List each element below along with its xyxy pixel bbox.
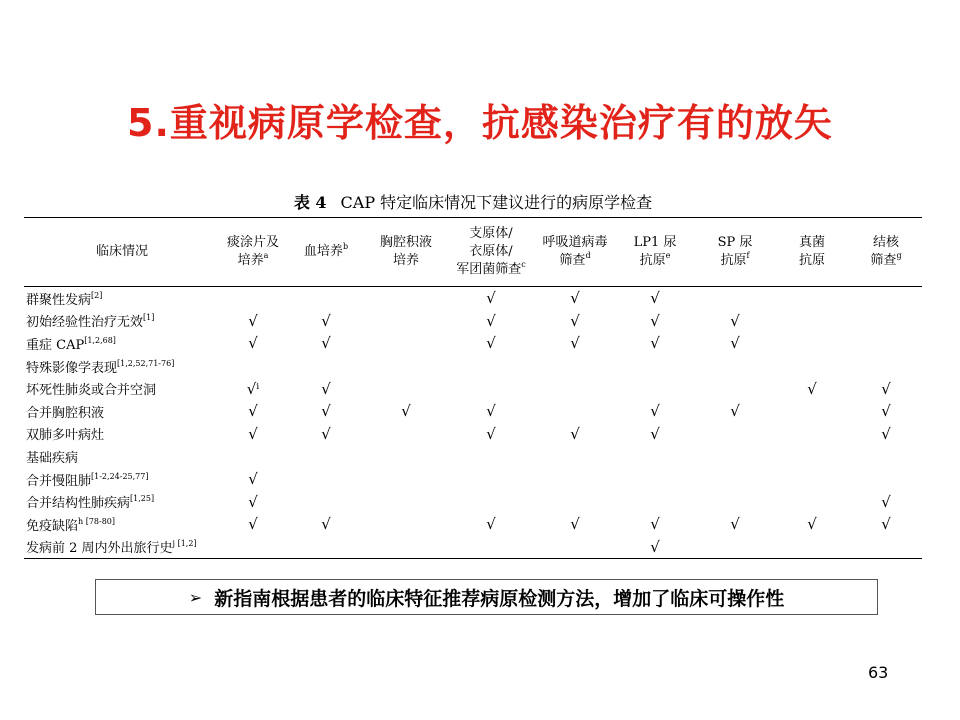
check-cell <box>366 536 446 559</box>
table-row <box>24 310 922 333</box>
check-cell <box>286 468 366 491</box>
column-header <box>614 218 696 287</box>
check-cell: √ <box>486 334 496 353</box>
column-header-line: 衣原体/ <box>469 244 513 259</box>
table-caption-text: CAP 特定临床情况下建议进行的病原学检查 <box>340 193 653 212</box>
column-header-line: SP 尿 <box>717 235 753 250</box>
check-cell <box>696 445 774 468</box>
check-cell <box>774 310 850 333</box>
check-cell <box>366 287 446 310</box>
check-cell <box>696 423 774 446</box>
check-cell: √ <box>321 379 331 398</box>
check-cell <box>774 400 850 423</box>
check-cell <box>536 400 614 423</box>
check-cell: √ <box>401 402 411 421</box>
column-header-line: 筛查 <box>559 253 586 268</box>
check-cell <box>446 536 536 559</box>
column-header-line: 培养 <box>237 253 264 268</box>
check-cell: √ <box>570 311 580 330</box>
column-header-line: 抗原 <box>798 253 825 268</box>
column-footnote-marker: c <box>521 260 526 269</box>
column-header <box>24 218 220 287</box>
column-header <box>850 218 922 287</box>
check-cell <box>774 490 850 513</box>
check-cell <box>850 468 922 491</box>
check-cell <box>850 445 922 468</box>
column-header-line: 结核 <box>872 235 899 250</box>
check-cell: √ <box>881 379 891 398</box>
check-cell <box>446 490 536 513</box>
row-label <box>24 513 220 536</box>
column-footnote-marker: g <box>896 251 902 260</box>
row-reference-marker: [1,25] <box>130 494 155 504</box>
check-cell: √ <box>486 402 496 421</box>
row-label <box>24 468 220 491</box>
check-cell: √ <box>248 424 258 443</box>
check-cell: √ <box>881 424 891 443</box>
check-cell: √ <box>486 289 496 308</box>
check-cell: √ <box>881 402 891 421</box>
check-cell: √ <box>570 424 580 443</box>
check-cell <box>696 287 774 310</box>
table-row <box>24 468 922 491</box>
check-cell <box>614 445 696 468</box>
row-label <box>24 445 220 468</box>
table-row <box>24 287 922 310</box>
check-cell <box>850 310 922 333</box>
check-cell: √ <box>570 334 580 353</box>
check-cell: √ <box>248 402 258 421</box>
check-cell <box>286 355 366 378</box>
column-header-line: 筛查 <box>870 253 897 268</box>
check-cell: √ <box>486 424 496 443</box>
check-cell: √ <box>881 492 891 511</box>
check-cell <box>366 355 446 378</box>
check-cell <box>536 490 614 513</box>
check-cell <box>286 287 366 310</box>
arrow-bullet-icon: ➢ <box>188 587 203 607</box>
column-header <box>220 218 286 287</box>
table-number: 表 4 <box>293 193 327 212</box>
check-cell <box>774 423 850 446</box>
row-label-text: 特殊影像学表现 <box>26 360 118 376</box>
check-cell <box>696 490 774 513</box>
table-body <box>24 287 922 559</box>
check-cell: √ <box>730 334 740 353</box>
check-cell: √ <box>650 402 660 421</box>
column-header-line: LP1 尿 <box>633 235 677 250</box>
check-cell <box>850 332 922 355</box>
check-cell: √ <box>650 424 660 443</box>
check-cell <box>774 332 850 355</box>
row-label-text: 合并胸腔积液 <box>26 405 105 421</box>
row-label-text: 基础疾病 <box>26 450 79 466</box>
check-cell <box>774 536 850 559</box>
column-header <box>696 218 774 287</box>
column-header-line: 军团菌筛查 <box>456 262 522 277</box>
row-label <box>24 287 220 310</box>
check-cell <box>286 490 366 513</box>
table-row <box>24 536 922 559</box>
row-reference-marker: [1,2,52,71-76] <box>117 358 175 368</box>
check-cell: √ <box>650 289 660 308</box>
column-header <box>446 218 536 287</box>
row-reference-marker: [2] <box>91 290 103 300</box>
column-footnote-marker: a <box>263 251 269 260</box>
column-header-line: 真菌 <box>798 235 825 250</box>
check-cell: √ <box>321 515 331 534</box>
table-row <box>24 513 922 536</box>
row-reference-marker: [1-2,24-25,77] <box>91 471 149 481</box>
check-cell <box>366 423 446 446</box>
check-cell <box>220 536 286 559</box>
column-header-line: 胸腔积液 <box>379 235 432 250</box>
check-cell <box>536 468 614 491</box>
check-cell: √ <box>807 379 817 398</box>
column-header <box>774 218 850 287</box>
check-cell <box>536 377 614 400</box>
table-row <box>24 445 922 468</box>
check-cell <box>774 287 850 310</box>
table-row <box>24 355 922 378</box>
check-cell <box>366 490 446 513</box>
check-cell: √ <box>248 334 258 353</box>
check-cell: √ <box>570 289 580 308</box>
row-label <box>24 377 220 400</box>
summary-text: 新指南根据患者的临床特征推荐病原检测方法，增加了临床可操作性 <box>214 587 785 610</box>
table-row <box>24 490 922 513</box>
check-cell <box>366 468 446 491</box>
check-cell <box>774 468 850 491</box>
column-header-line: 痰涂片及 <box>226 235 279 250</box>
check-cell <box>536 445 614 468</box>
row-reference-marker: h [78-80] <box>78 516 116 526</box>
check-cell <box>696 377 774 400</box>
check-cell: √ <box>881 515 891 534</box>
check-cell <box>696 536 774 559</box>
check-cell <box>696 355 774 378</box>
row-label-text: 坏死性肺炎或合并空洞 <box>26 383 157 399</box>
check-cell <box>614 490 696 513</box>
check-cell <box>774 355 850 378</box>
check-cell: √ <box>321 402 331 421</box>
check-cell: √ <box>248 311 258 330</box>
table-caption <box>24 190 922 213</box>
check-cell: √ <box>650 515 660 534</box>
check-cell: √ <box>650 537 660 556</box>
row-label-text: 群聚性发病 <box>26 292 92 308</box>
check-cell <box>696 468 774 491</box>
check-cell <box>850 355 922 378</box>
row-reference-marker: [1] <box>143 313 155 323</box>
check-cell <box>850 287 922 310</box>
column-header-line: 临床情况 <box>95 244 148 259</box>
check-cell <box>446 445 536 468</box>
row-label <box>24 536 220 559</box>
column-header-line: 抗原 <box>639 253 666 268</box>
row-label <box>24 332 220 355</box>
check-cell <box>366 332 446 355</box>
check-cell: √ <box>248 515 258 534</box>
column-header-line: 支原体/ <box>469 226 513 241</box>
check-cell <box>774 445 850 468</box>
column-header-line: 抗原 <box>720 253 747 268</box>
check-cell <box>536 536 614 559</box>
row-label-text: 发病前 2 周内外出旅行史 <box>26 541 173 557</box>
column-header <box>286 218 366 287</box>
row-label-text: 双肺多叶病灶 <box>26 428 105 444</box>
column-footnote-marker: b <box>342 242 349 251</box>
row-label-text: 重症 CAP <box>26 337 85 353</box>
check-cell: √ <box>650 311 660 330</box>
check-cell <box>446 355 536 378</box>
column-footnote-marker: f <box>746 251 750 260</box>
row-label <box>24 355 220 378</box>
check-cell: √ <box>730 402 740 421</box>
check-cell <box>446 377 536 400</box>
check-cell <box>366 445 446 468</box>
column-footnote-marker: e <box>665 251 671 260</box>
check-cell <box>536 355 614 378</box>
column-header-line: 血培养 <box>303 244 343 259</box>
row-label <box>24 423 220 446</box>
row-label <box>24 310 220 333</box>
slide-title: 5.重视病原学检查，抗感染治疗有的放矢 <box>127 101 833 145</box>
check-cell <box>614 355 696 378</box>
check-cell <box>220 287 286 310</box>
check-cell <box>366 310 446 333</box>
check-cell <box>366 513 446 536</box>
table-row <box>24 377 922 400</box>
check-cell <box>220 355 286 378</box>
check-cell: √ <box>486 311 496 330</box>
check-cell <box>286 445 366 468</box>
check-cell: √ <box>321 311 331 330</box>
check-cell: √ <box>730 311 740 330</box>
row-label <box>24 400 220 423</box>
check-cell: √ <box>248 470 258 489</box>
row-label-text: 合并结构性肺疾病 <box>26 496 131 512</box>
row-reference-marker: j [1,2] <box>172 539 197 549</box>
check-cell: √ <box>730 515 740 534</box>
table-row <box>24 332 922 355</box>
row-reference-marker: [1,2,68] <box>84 335 116 345</box>
column-header-line: 呼吸道病毒 <box>542 235 608 250</box>
check-cell <box>614 468 696 491</box>
check-cell <box>286 536 366 559</box>
check-cell: √ <box>570 515 580 534</box>
row-label-text: 初始经验性治疗无效 <box>26 315 144 331</box>
row-label-text: 合并慢阻肺 <box>26 473 92 489</box>
check-cell: √ <box>321 424 331 443</box>
pathogen-test-table <box>24 217 922 559</box>
check-cell: √ <box>807 515 817 534</box>
check-cell: √ <box>321 334 331 353</box>
check-cell: √ <box>248 492 258 511</box>
column-header <box>536 218 614 287</box>
row-label <box>24 490 220 513</box>
column-header-line: 培养 <box>392 253 419 268</box>
check-cell <box>850 536 922 559</box>
table-row <box>24 423 922 446</box>
check-cell <box>446 468 536 491</box>
table-row <box>24 400 922 423</box>
table-header-row <box>24 218 922 287</box>
summary-box <box>95 579 878 615</box>
check-cell <box>614 377 696 400</box>
page-number: 63 <box>868 663 889 682</box>
check-cell: √ <box>650 334 660 353</box>
check-cell <box>220 445 286 468</box>
check-cell <box>366 377 446 400</box>
row-label-text: 免疫缺陷 <box>26 518 79 534</box>
check-cell: √ <box>486 515 496 534</box>
check-cell: √ⁱ <box>246 379 260 398</box>
column-header <box>366 218 446 287</box>
column-footnote-marker: d <box>585 251 591 260</box>
